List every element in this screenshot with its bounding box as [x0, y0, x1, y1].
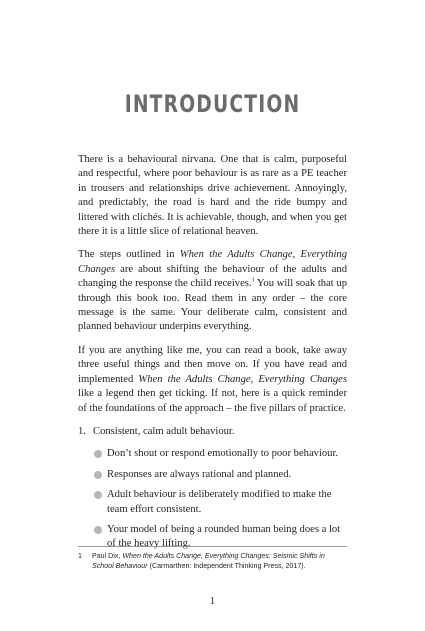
bullet-dot-icon: [94, 450, 102, 458]
paragraph-2-text-c: You will soak that up through this book too. Read them in any order – the core message is the same. Your deliberate calm, consistent and planned behaviour underpins everything.: [78, 278, 347, 333]
book-title-italic: When the Adults Change, Everything Changes: [78, 249, 347, 275]
footnote-publisher: (Carmarthen: Independent Thinking Press, 2017).: [147, 562, 306, 570]
footnote-reference: 1: [251, 277, 255, 284]
bullet-dot-icon: [94, 526, 102, 534]
paragraph-3-text-a: If you are anything like me, you can read a book, take away three useful things and then move on. If you have read and implemented: [78, 344, 347, 385]
footnote-title: When the Adults Change, Everything Changes: Seismic Shifts in School Behaviour: [92, 552, 325, 570]
footnote: [78, 551, 347, 571]
bullet-item: [78, 447, 347, 461]
bullet-item: [78, 523, 347, 552]
paragraph-2: [78, 248, 347, 334]
bullet-text: Your model of being a rounded human being does a lot of the heavy lifting.: [107, 523, 341, 550]
paragraph-2-text-a: The steps outlined in: [78, 249, 180, 261]
footnote-number: 1: [78, 552, 82, 560]
list-item-text: Consistent, calm adult behaviour.: [93, 425, 235, 437]
page-number: 1: [210, 596, 215, 607]
paragraph-3-text-b: like a legend then get ticking. If not, here is a quick reminder of the foundations of the approach – the five pillars of practice.: [78, 388, 347, 414]
footnote-divider: [78, 546, 347, 547]
book-title-italic: When the Adults Change, Everything Changes: [138, 373, 347, 385]
footnote-author: Paul Dix,: [92, 552, 123, 560]
bullet-text: Adult behaviour is deliberately modified to make the team effort consistent.: [107, 489, 332, 515]
paragraph-3: [78, 344, 347, 416]
bullet-dot-icon: [94, 471, 102, 479]
paragraph-1: There is a behavioural nirvana. One that is calm, purposeful and respectful, where poor behaviour is as rare as a PE teacher in trousers and relationships drive achievement. Annoyingly, and predictably, the road is hard and the ride bumpy and littered with clichés. It is achievable, though, and when you get there it is a little slice of relational heaven.: [78, 154, 347, 238]
list-number: 1.: [78, 425, 86, 437]
bullet-dot-icon: [94, 491, 102, 499]
paragraph-2-text-b: are about shifting the behaviour of the adults and changing the response the child receives.: [78, 263, 347, 290]
bullet-item: [78, 488, 347, 517]
footnote-body: [92, 551, 347, 571]
numbered-list-item: [78, 425, 347, 439]
chapter-heading: INTRODUCTION: [124, 90, 301, 118]
body-text: [78, 153, 347, 558]
bullet-text: Responses are always rational and planned.: [107, 468, 292, 480]
bullet-list: [78, 447, 347, 551]
bullet-item: [78, 468, 347, 482]
bullet-text: Don’t shout or respond emotionally to poor behaviour.: [107, 448, 339, 460]
